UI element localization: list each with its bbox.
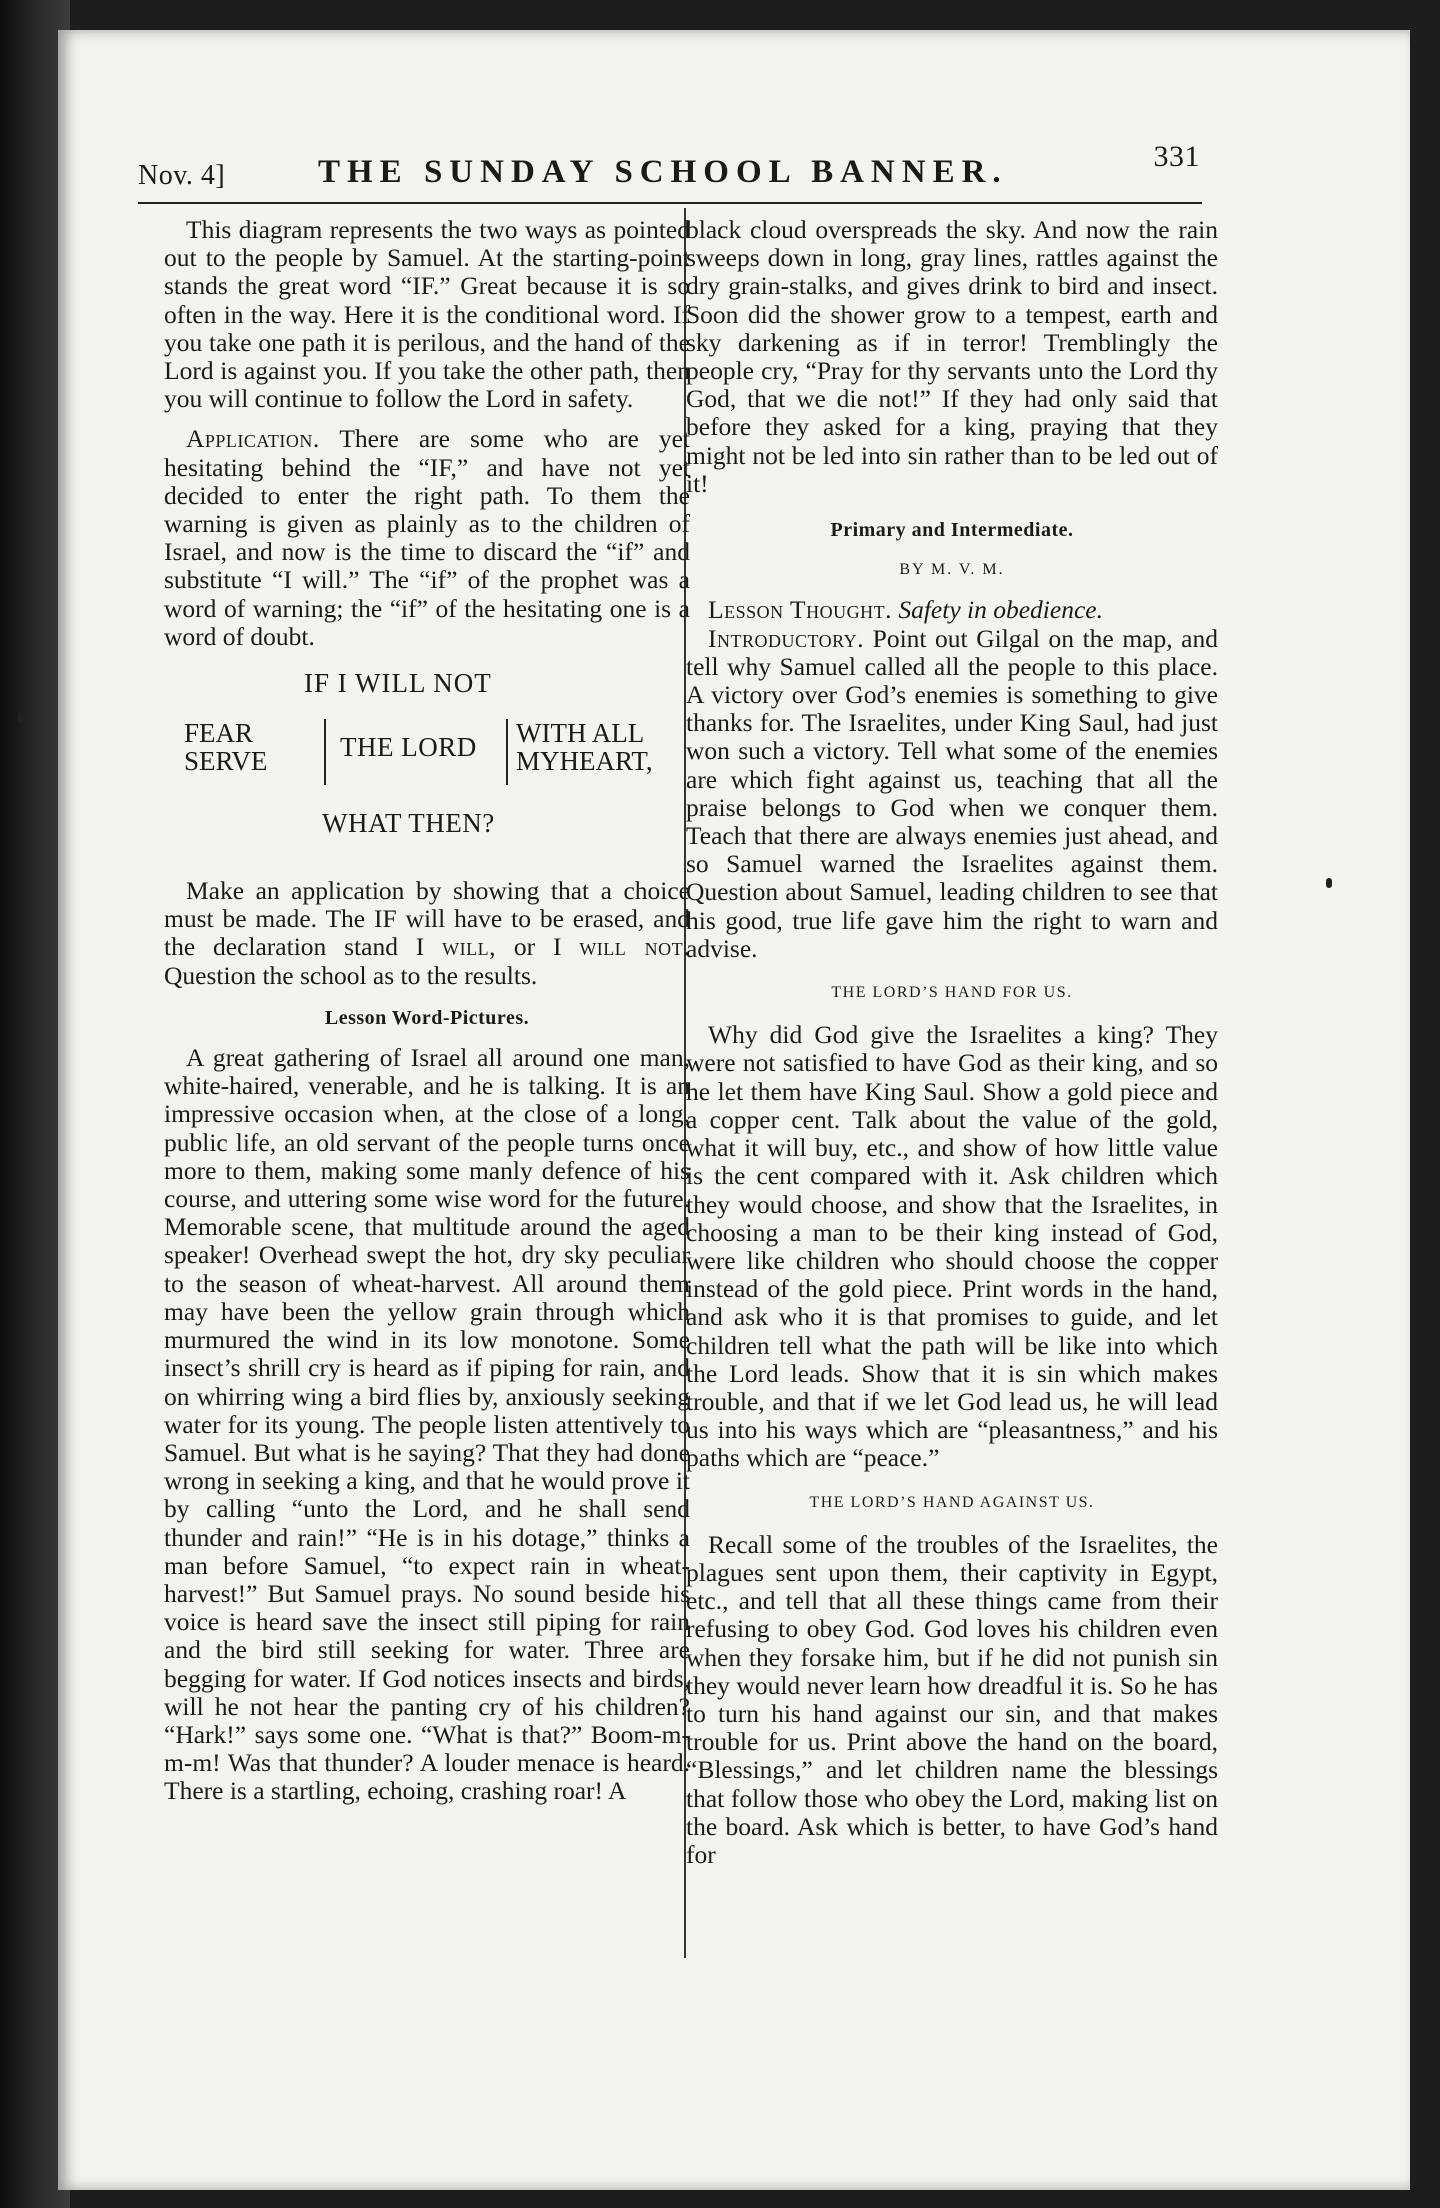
diagram-option-serve: SERVE	[184, 746, 268, 777]
choice-will: will,	[442, 932, 497, 962]
issue-date: Nov. 4]	[138, 160, 226, 191]
diagram-divider	[324, 719, 326, 785]
if-diagram	[164, 669, 690, 865]
diagram-right-text	[516, 719, 653, 775]
running-header	[138, 140, 1208, 200]
diagram-middle-text: THE LORD	[340, 732, 477, 763]
introductory-paragraph	[686, 625, 1218, 963]
author-byline: BY M. V. M.	[899, 561, 1005, 579]
right-column	[686, 216, 1218, 1869]
word-pictures-paragraph: A great gathering of Israel all around one man, white-haired, venerable, and he is talking. It is an impressive occasion when, at the close of a long, public life, an old servant of the people turns once more to them, making some manly defence of his course, and uttering some wise word for the future. Memorable scene, that multitude around the aged speaker! Overhead swept the hot, dry sky peculiar to the season of wheat-harvest. All around them may have been the yellow grain through which murmured the wind in its low monotone. Some insect’s shrill cry is heard as if piping for rain, and on whirring wing a bird flies by, anxiously seeking water for its young. The people listen attentively to Samuel. But what is he saying? That they had done wrong in seeking a king, and that he would prove it by calling “unto the Lord, and he shall send thunder and rain!” “He is in his dotage,” thinks a man before Samuel, “to expect rain in wheat-harvest!” But Samuel prays. No sound beside his voice is heard save the insect still piping for rain and the bird still seeking for water. Three are begging for water. If God notices insects and birds, will he not hear the panting cry of his children? “Hark!” says some one. “What is that?” Boom-m-m-m! Was that thunder? A louder menace is heard. There is a startling, echoing, crashing roar! A	[164, 1043, 690, 1806]
diagram-option-fear: FEAR	[184, 718, 254, 749]
introductory-label: Introductory.	[708, 623, 865, 653]
diagram-divider	[506, 719, 508, 785]
margin-speck	[1326, 878, 1332, 888]
page-number: 331	[1153, 140, 1200, 173]
application-choice-paragraph	[164, 877, 690, 990]
left-column	[164, 216, 690, 1806]
subheading-hand-against-us: THE LORD’S HAND AGAINST US.	[809, 1493, 1095, 1511]
choice-will-not: will not.	[579, 932, 691, 962]
choice-text-c: Question the school as to the results.	[164, 960, 538, 990]
diagram-intro-paragraph: This diagram represents the two ways as pointed out to the people by Samuel. At the starting-point stands the great word “IF.” Great because it is so often in the way. Here it is the conditional word. If you take one path it is perilous, and the hand of the Lord is against you. If you take the other path, then you will continue to follow the Lord in safety.	[164, 215, 690, 414]
section-heading-word-pictures: Lesson Word-Pictures.	[324, 1006, 530, 1029]
application-label: Application.	[186, 424, 320, 454]
application-paragraph	[164, 425, 690, 651]
word-pictures-continued: black cloud overspreads the sky. And now the rain sweeps down in long, gray lines, rattles against the dry grain-stalks, and gives drink to bird and insect. Soon did the shower grow to a tempest, earth and sky darkening as if in terror! Tremblingly the people cry, “Pray for thy servants unto the Lord thy God, that we die not!” If they had only said that before they asked for a king, praying that they might not be led into sin rather than to be led out of it!	[686, 215, 1218, 498]
diagram-right-line1: WITH ALL	[516, 718, 645, 749]
header-rule	[138, 202, 1202, 204]
introductory-text: Point out Gilgal on the map, and tell why Samuel called all the people to this place. A victory over God’s enemies is something to give thanks for. The Israelites, under King Saul, had just won such a victory. Tell what some of the enemies are which fight against us, teaching that all the praise belongs to God when we conquer them. Teach that there are always enemies just ahead, and so Samuel warned the Israelites against them. Question about Samuel, leading children to see that his good, true life gave him the right to warn and advise.	[686, 623, 1218, 963]
choice-text-b: or I	[496, 932, 580, 962]
diagram-left-options	[184, 719, 267, 775]
choice-text-a: Make an application by showing that a choice must be made. The IF will have to be erased, and the declaration stand I	[164, 876, 690, 962]
section-heading-primary: Primary and Intermediate.	[830, 519, 1074, 542]
journal-title: THE SUNDAY SCHOOL BANNER.	[318, 154, 1008, 190]
margin-speck	[18, 712, 24, 722]
hand-for-us-paragraph: Why did God give the Israelites a king? They were not satisfied to have God as their king, and so he let them have King Saul. Show a gold piece and a copper cent. Talk about the value of the gold, what it will buy, etc., and show of how little value is the cent compared with it. Ask children which they would choose, and show that the Israelites, in choosing a man to be their king instead of God, were like children who should choose the copper instead of the gold piece. Print words in the hand, and ask who it is that promises to guide, and let children tell what the path will be like into which the Lord leads. Show that it is sin which makes trouble, and that if we let God lead us, he will lead us into his ways which are “pleasantness,” and his paths which are “peace.”	[686, 1020, 1218, 1473]
diagram-right-line2: MYHEART,	[516, 746, 653, 777]
diagram-bottom-text: WHAT THEN?	[322, 808, 495, 839]
lesson-thought-line	[686, 596, 1218, 624]
diagram-top-text: IF I WILL NOT	[304, 668, 492, 699]
subheading-hand-for-us: THE LORD’S HAND FOR US.	[831, 984, 1073, 1002]
application-text: There are some who are yet hesitating behind the “IF,” and have not yet decided to enter the right path. To them the warning is given as plainly as to the children of Israel, and now is the time to discard the “if” and substitute “I will.” The “if” of the prophet was a word of warning; the “if” of the hesitating one is a word of doubt.	[164, 424, 690, 651]
lesson-thought-text: Safety in obedience.	[898, 595, 1103, 625]
lesson-thought-label: Lesson Thought.	[708, 595, 892, 625]
hand-against-us-paragraph: Recall some of the troubles of the Israelites, the plagues sent upon them, their captivity in Egypt, etc., and tell that all these things came from their refusing to obey God. God loves his children even when they forsake him, but if he did not punish sin they would never learn how dreadful it is. So he has to turn his hand against our sin, and that makes trouble for us. Print above the hand on the board, “Blessings,” and let children name the blessings that follow those who obey the Lord, making list on the board. Ask which is better, to have God’s hand for	[686, 1529, 1218, 1869]
